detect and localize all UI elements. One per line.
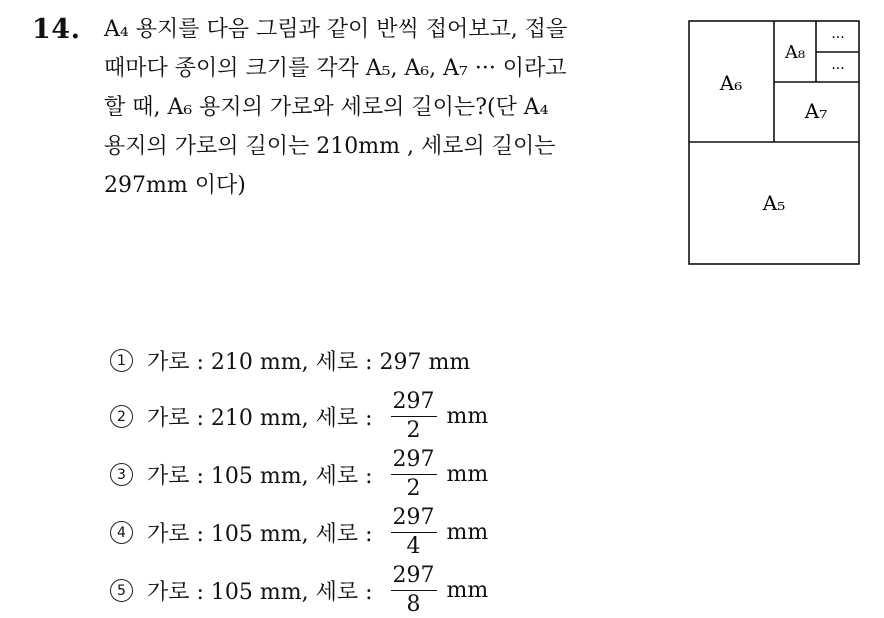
question-number: 14. <box>32 14 81 45</box>
fraction-numerator: 297 <box>391 391 437 417</box>
choice-unit: mm <box>446 461 489 487</box>
fraction-numerator: 297 <box>391 449 437 475</box>
choice-marker: 5 <box>110 579 133 602</box>
choice-unit: mm <box>446 519 489 545</box>
fraction <box>391 504 437 559</box>
label-a7: A₇ <box>804 99 828 123</box>
label-a5: A₅ <box>762 191 786 215</box>
choice-5[interactable] <box>110 562 488 618</box>
fraction-numerator: 297 <box>391 507 437 533</box>
paper-fold-diagram <box>688 20 860 266</box>
choice-prefix: 가로 : 105 mm, 세로 : <box>147 579 373 605</box>
fraction-denominator: 2 <box>406 475 421 501</box>
question-line: 용지의 가로의 길이는 210mm , 세로의 길이는 <box>104 134 556 159</box>
choice-1[interactable] <box>110 332 470 388</box>
question-line: 때마다 종이의 크기를 각각 A₅, A₆, A₇ ··· 이라고 <box>104 56 567 81</box>
choice-prefix: 가로 : 210 mm, 세로 : <box>147 405 373 431</box>
choice-marker: 3 <box>110 463 133 486</box>
choice-prefix: 가로 : 105 mm, 세로 : <box>147 463 373 489</box>
label-a6: A₆ <box>719 71 743 95</box>
choice-unit: mm <box>446 403 489 429</box>
fraction <box>391 388 437 443</box>
choice-prefix: 가로 : 105 mm, 세로 : <box>147 521 373 547</box>
choice-2[interactable] <box>110 388 488 444</box>
question-text <box>104 10 664 205</box>
fraction-numerator: 297 <box>391 565 437 591</box>
choice-unit: mm <box>446 577 489 603</box>
choice-marker: 2 <box>110 405 133 428</box>
choice-3[interactable] <box>110 446 488 502</box>
choice-4[interactable] <box>110 504 488 560</box>
choice-marker: 1 <box>110 349 133 372</box>
fraction-denominator: 4 <box>406 533 421 559</box>
label-dots-bottom: ··· <box>831 61 845 77</box>
choice-text: 가로 : 210 mm, 세로 : 297 mm <box>147 349 471 375</box>
question-line: 할 때, A₆ 용지의 가로와 세로의 길이는?(단 A₄ <box>104 95 549 120</box>
choice-marker: 4 <box>110 521 133 544</box>
fraction <box>391 446 437 501</box>
question-line: 297mm 이다) <box>104 173 246 198</box>
fraction-denominator: 8 <box>406 591 421 617</box>
fraction <box>391 562 437 617</box>
question-line: A₄ 용지를 다음 그림과 같이 반씩 접어보고, 접을 <box>104 17 568 42</box>
label-a8: A₈ <box>784 42 806 63</box>
label-dots-top: ··· <box>831 30 845 46</box>
fraction-denominator: 2 <box>406 417 421 443</box>
